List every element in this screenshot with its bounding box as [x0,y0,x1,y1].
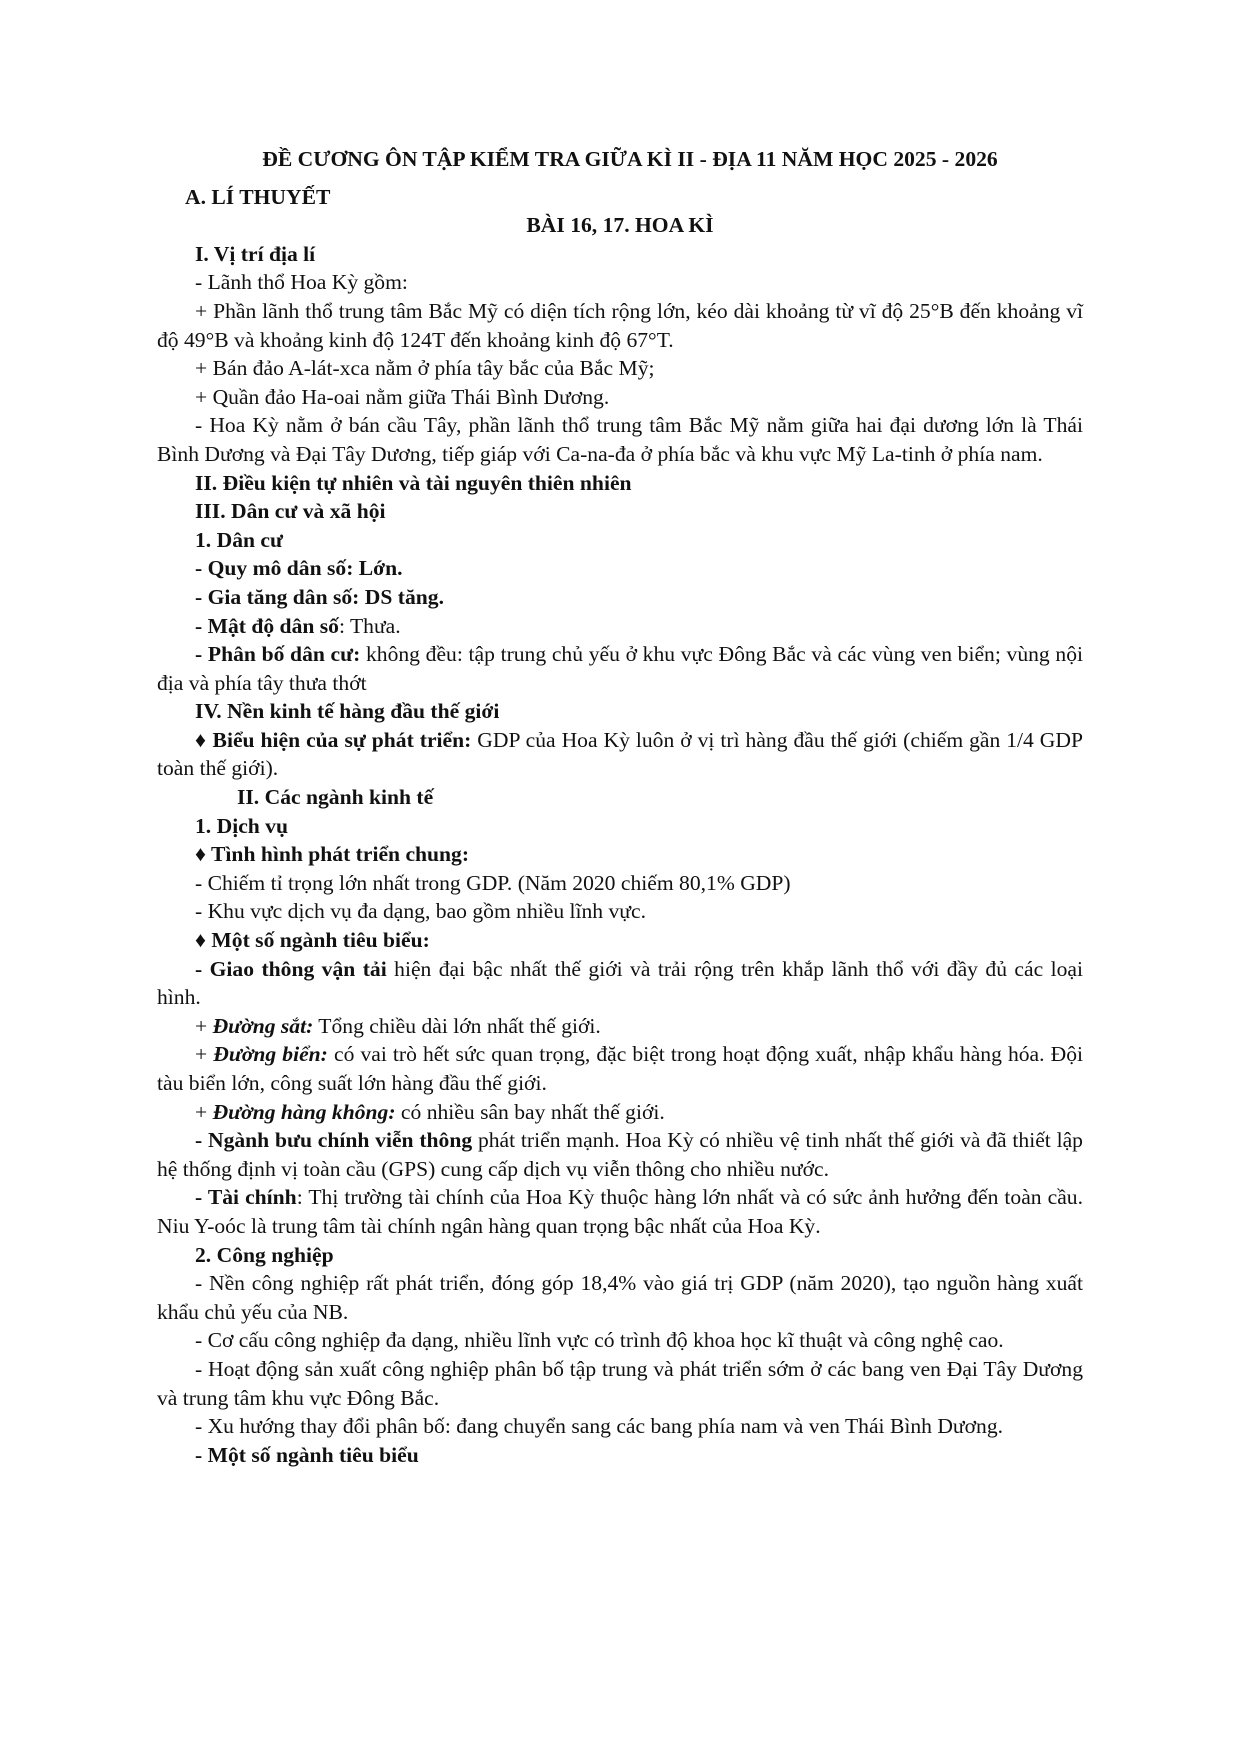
text: : Thị trường tài chính của Hoa Kỳ thuộc hàng lớn nhất và có sức ảnh hưởng đến toàn cầu. Niu Y-oóc là trung tâm tài chính ngân hàng quan trọng bậc nhất của Hoa Kỳ. [157,1185,1083,1238]
label: - Mật độ dân số [195,613,339,638]
lesson-title: BÀI 16, 17. HOA KÌ [526,213,714,238]
label: Đường biển: [213,1042,328,1067]
paragraph: - Xu hướng thay đổi phân bố: đang chuyển sang các bang phía nam và ven Thái Bình Dương. [195,1414,1004,1439]
subheading-typical: ♦ Một số ngành tiêu biểu: [195,928,430,953]
paragraph [157,1098,1083,1127]
paragraph [157,1012,1083,1041]
paragraph: + Bán đảo A-lát-xca nằm ở phía tây bắc của Bắc Mỹ; [195,356,655,381]
section-a-heading: A. LÍ THUYẾT [185,184,331,209]
text: có vai trò hết sức quan trọng, đặc biệt trong hoạt động xuất, nhập khẩu hàng hóa. Đội tàu biển lớn, công suất lớn hàng đầu thế giới. [157,1042,1084,1095]
text: hiện đại bậc nhất thế giới và trải rộng trên khắp lãnh thổ với đầy đủ các loại hình. [157,956,1083,1010]
paragraph [157,1183,1083,1240]
paragraph: + Phần lãnh thổ trung tâm Bắc Mỹ có diện tích rộng lớn, kéo dài khoảng từ vĩ độ 25°B đến khoảng vĩ độ 49°B và khoảng kinh độ 124T đến khoảng kinh độ 67°T. [157,298,1083,352]
paragraph [157,1040,1083,1097]
document-title: ĐỀ CƯƠNG ÔN TẬP KIỂM TRA GIỮA KÌ II - ĐỊA 11 NĂM HỌC 2025 - 2026 [262,147,998,171]
heading-location: I. Vị trí địa lí [195,241,316,266]
paragraph [157,726,1083,783]
bullet: + [195,1013,213,1038]
text: không đều: tập trung chủ yếu ở khu vực Đông Bắc và các vùng ven biển; vùng nội địa và phía tây thưa thớt [157,642,1083,695]
paragraph: - Hoạt động sản xuất công nghiệp phân bố tập trung và phát triển sớm ở các bang ven Đại Tây Dương và trung tâm khu vực Đông Bắc. [157,1356,1083,1410]
paragraph [157,612,1083,641]
text: Tổng chiều dài lớn nhất thế giới. [313,1013,601,1038]
paragraph: - Một số ngành tiêu biểu [195,1442,419,1467]
label: - Giao thông vận tải [195,956,387,981]
document-body [157,145,1083,1469]
paragraph: - Cơ cấu công nghiệp đa dạng, nhiều lĩnh vực có trình độ khoa học kĩ thuật và công nghệ cao. [195,1328,1004,1353]
label: - Phân bố dân cư: [195,642,361,667]
paragraph [157,955,1083,1012]
paragraph: - Lãnh thổ Hoa Kỳ gồm: [195,270,408,295]
text: có nhiều sân bay nhất thế giới. [395,1099,665,1124]
label: - Tài chính [195,1185,297,1210]
bullet: + [195,1042,214,1067]
paragraph: - Gia tăng dân số: DS tăng. [195,584,444,609]
paragraph: + Quần đảo Ha-oai nằm giữa Thái Bình Dương. [195,384,610,409]
paragraph: - Khu vực dịch vụ đa dạng, bao gồm nhiều lĩnh vực. [195,899,646,924]
text: phát triển mạnh. Hoa Kỳ có nhiều vệ tinh nhất thế giới và đã thiết lập hệ thống định vị toàn cầu (GPS) cung cấp dịch vụ viễn thông cho nhiều nước. [157,1128,1083,1181]
paragraph: - Quy mô dân số: Lớn. [195,556,403,581]
paragraph [157,640,1083,697]
subheading-population: 1. Dân cư [195,527,283,552]
label: Đường hàng không: [212,1099,396,1124]
bullet: + [195,1099,213,1124]
paragraph: - Chiếm tỉ trọng lớn nhất trong GDP. (Năm 2020 chiếm 80,1% GDP) [195,870,791,895]
label: - Ngành bưu chính viễn thông [195,1128,473,1153]
text: GDP của Hoa Kỳ luôn ở vị trì hàng đầu thế giới (chiếm gần 1/4 GDP toàn thế giới). [157,727,1083,781]
text: : Thưa. [338,613,401,638]
heading-population-society: III. Dân cư và xã hội [195,499,386,524]
label: Đường sắt: [212,1013,314,1038]
paragraph [157,1126,1083,1183]
heading-natural-conditions: II. Điều kiện tự nhiên và tài nguyên thiên nhiên [195,470,632,495]
heading-economy: IV. Nền kinh tế hàng đầu thế giới [195,699,500,724]
subheading-services: 1. Dịch vụ [195,813,288,838]
subheading-industry: 2. Công nghiệp [195,1242,334,1267]
subheading-general: ♦ Tình hình phát triển chung: [195,842,470,867]
paragraph: - Hoa Kỳ nằm ở bán cầu Tây, phần lãnh thổ trung tâm Bắc Mỹ nằm giữa hai đại dương lớn là Thái Bình Dương và Đại Tây Dương, tiếp giáp với Ca-na-đa ở phía bắc và khu vực Mỹ La-tinh ở phía nam. [157,413,1083,466]
paragraph: - Nền công nghiệp rất phát triển, đóng góp 18,4% vào giá trị GDP (năm 2020), tạo nguồn hàng xuất khẩu chủ yếu của NB. [157,1271,1083,1324]
label: ♦ Biểu hiện của sự phát triển: [195,727,472,752]
heading-economic-sectors: II. Các ngành kinh tế [237,785,434,810]
